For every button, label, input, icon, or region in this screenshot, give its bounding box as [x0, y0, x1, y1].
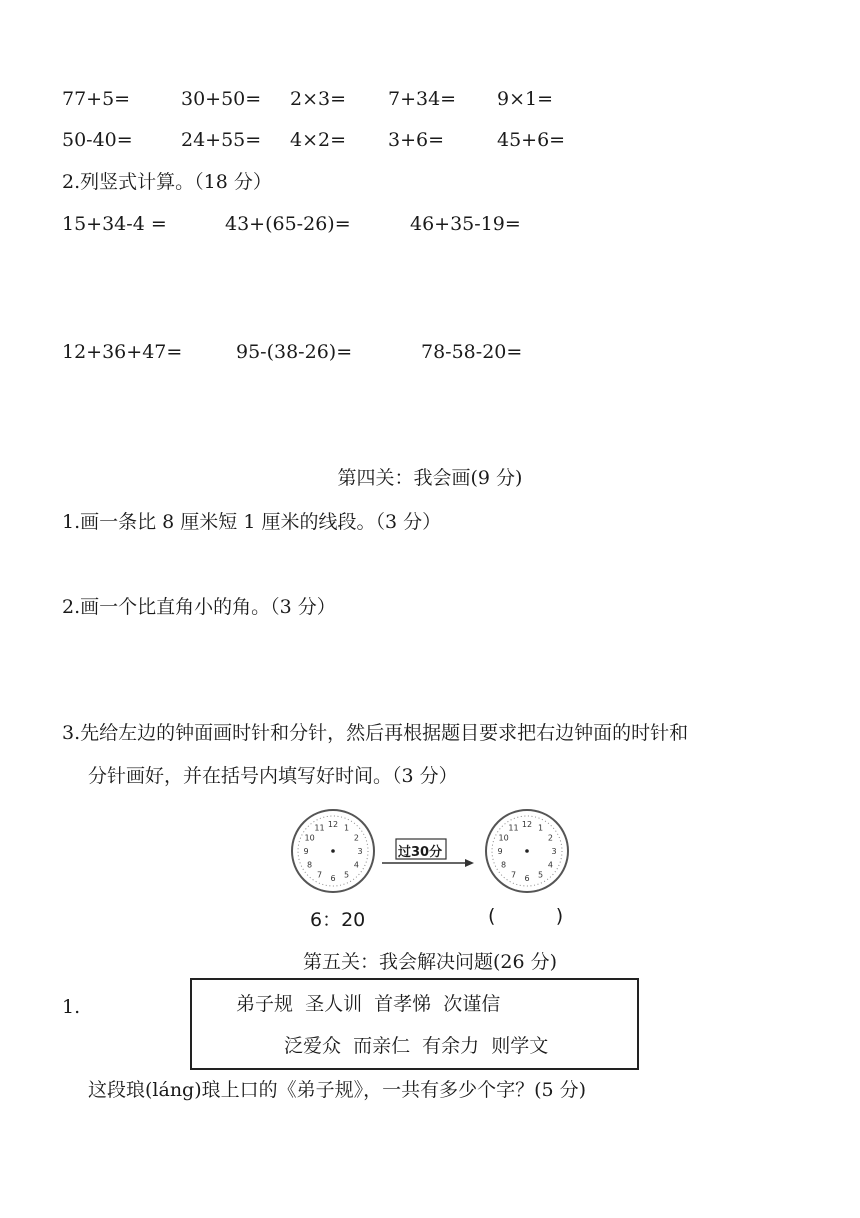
- clock-numeral: 7: [510, 870, 517, 880]
- oral-item: 9×1=: [497, 88, 554, 110]
- clock-numeral: 12: [327, 820, 339, 829]
- clock-numeral: 3: [357, 847, 363, 856]
- section-4-question-3-line-1: 3.先给左边的钟面画时针和分针，然后再根据题目要求把右边钟面的时针和: [62, 722, 689, 744]
- oral-item: 7+34=: [388, 88, 457, 110]
- clock-numeral: 9: [497, 847, 503, 856]
- poem-line-1: 弟子规 圣人训 首孝悌 次谨信: [236, 993, 501, 1015]
- oral-item: 50-40=: [62, 129, 133, 151]
- question-2-title: 2.列竖式计算。（18 分）: [62, 171, 272, 193]
- vertical-item: 78-58-20=: [421, 341, 523, 363]
- poem-line-2: 泛爱众 而亲仁 有余力 则学文: [284, 1035, 549, 1057]
- oral-item: 45+6=: [497, 129, 566, 151]
- section-4-question-2: 2.画一个比直角小的角。（3 分）: [62, 596, 336, 618]
- clock-numeral: 4: [353, 860, 359, 870]
- clock-numeral: 10: [498, 833, 509, 843]
- vertical-item: 95-(38-26)=: [236, 341, 353, 363]
- section-4-question-1: 1.画一条比 8 厘米短 1 厘米的线段。（3 分）: [62, 511, 442, 533]
- clock-numeral: 11: [508, 823, 519, 833]
- vertical-item: 15+34-4 =: [62, 213, 167, 235]
- clock-numeral: 5: [537, 870, 544, 880]
- vertical-item: 43+(65-26)=: [225, 213, 351, 235]
- arrow-label: 过30分: [398, 845, 443, 860]
- section-5-title: 第五关：我会解决问题(26 分): [302, 951, 558, 973]
- clock-numeral: 11: [314, 823, 325, 833]
- right-clock-face: [484, 808, 570, 894]
- left-time-label: 6：20: [310, 909, 366, 931]
- clock-numeral: 2: [353, 833, 359, 843]
- clock-numeral: 1: [537, 823, 544, 833]
- oral-item: 77+5=: [62, 88, 131, 110]
- vertical-item: 12+36+47=: [62, 341, 183, 363]
- right-time-blank[interactable]: ( ): [488, 905, 564, 927]
- section-4-question-3-line-2: 分针画好，并在括号内填写好时间。（3 分）: [88, 765, 458, 787]
- clock-numeral: 8: [307, 860, 313, 870]
- section-4-title: 第四关：我会画(9 分): [337, 467, 523, 489]
- clock-numeral: 6: [330, 874, 336, 883]
- section-5-question-1-number: 1.: [62, 996, 81, 1018]
- oral-item: 24+55=: [181, 129, 262, 151]
- clock-numeral: 2: [547, 833, 553, 843]
- clock-numeral: 5: [343, 870, 350, 880]
- clock-numeral: 4: [547, 860, 553, 870]
- clock-numeral: 6: [524, 874, 530, 883]
- oral-item: 3+6=: [388, 129, 445, 151]
- clock-numeral: 9: [303, 847, 309, 856]
- left-clock-face: [290, 808, 376, 894]
- clock-numeral: 7: [316, 870, 323, 880]
- clock-numeral: 1: [343, 823, 350, 833]
- clock-numeral: 10: [304, 833, 315, 843]
- clock-numeral: 8: [501, 860, 507, 870]
- oral-item: 4×2=: [290, 129, 347, 151]
- oral-item: 30+50=: [181, 88, 262, 110]
- clock-numeral: 12: [521, 820, 533, 829]
- oral-item: 2×3=: [290, 88, 347, 110]
- vertical-item: 46+35-19=: [410, 213, 521, 235]
- clock-numeral: 3: [551, 847, 557, 856]
- section-5-question-1-text: 这段琅(láng)琅上口的《弟子规》，一共有多少个字？(5 分): [88, 1079, 587, 1101]
